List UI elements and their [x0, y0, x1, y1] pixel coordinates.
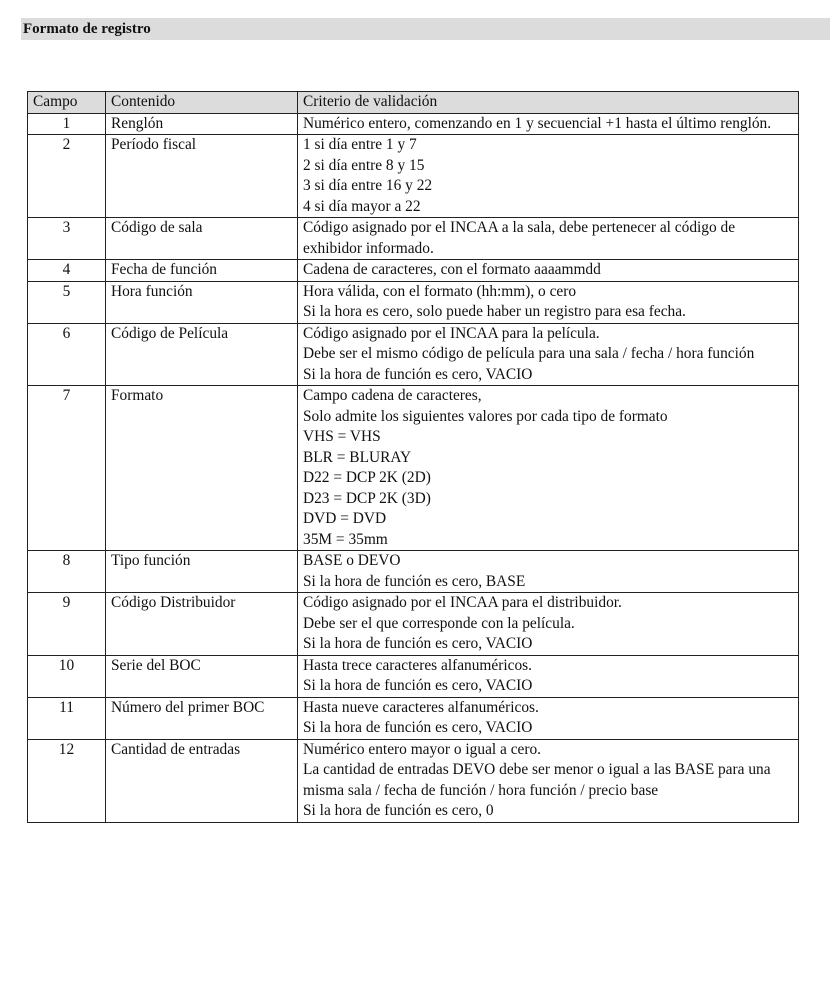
- cell-contenido: Renglón: [106, 113, 298, 135]
- table-row: [28, 113, 799, 135]
- cell-criterio: [298, 697, 799, 739]
- cell-campo: 5: [28, 281, 106, 323]
- cell-campo: 4: [28, 260, 106, 282]
- table-row: [28, 739, 799, 822]
- criterio-line: D22 = DCP 2K (2D): [303, 469, 431, 486]
- cell-contenido: Período fiscal: [106, 135, 298, 218]
- table-row: [28, 218, 799, 260]
- criterio-line: 35M = 35mm: [303, 530, 388, 548]
- cell-criterio: [298, 323, 799, 386]
- cell-campo: 1: [28, 113, 106, 135]
- table-header-row: [28, 92, 799, 114]
- header-campo: Campo: [28, 92, 106, 114]
- criterio-line: 4 si día mayor a 22: [303, 197, 421, 215]
- cell-contenido: Tipo función: [106, 551, 298, 593]
- criterio-line: Si la hora de función es cero, VACIO: [303, 635, 533, 652]
- cell-criterio: [298, 281, 799, 323]
- table-row: [28, 135, 799, 218]
- cell-criterio: [298, 655, 799, 697]
- cell-criterio: [298, 739, 799, 822]
- cell-criterio: [298, 113, 799, 135]
- criterio-line: DVD = DVD: [303, 510, 387, 527]
- cell-contenido: Código de Película: [106, 323, 298, 386]
- table-row: [28, 655, 799, 697]
- cell-contenido: Formato: [106, 386, 298, 551]
- cell-campo: 2: [28, 135, 106, 218]
- header-criterio: Criterio de validación: [298, 92, 799, 114]
- criterio-line: Código asignado por el INCAA para la película.: [303, 324, 600, 342]
- table-row: [28, 593, 799, 656]
- cell-campo: 12: [28, 739, 106, 822]
- criterio-line: Si la hora de función es cero, VACIO: [303, 677, 533, 694]
- criterio-line: Hora válida, con el formato (hh:mm), o cero: [303, 282, 577, 300]
- criterio-line: Debe ser el que corresponde con la película.: [303, 614, 575, 632]
- cell-contenido: Hora función: [106, 281, 298, 323]
- cell-contenido: Número del primer BOC: [106, 697, 298, 739]
- cell-criterio: [298, 218, 799, 260]
- criterio-line: La cantidad de entradas DEVO debe ser menor o igual a las BASE para una misma sala / fecha de función / hora función / precio base: [303, 761, 771, 799]
- header-contenido: Contenido: [106, 92, 298, 114]
- criterio-line: Si la hora de función es cero, BASE: [303, 572, 526, 590]
- criterio-line: Código asignado por el INCAA para el distribuidor.: [303, 594, 622, 611]
- table-body: [28, 113, 799, 822]
- cell-criterio: [298, 551, 799, 593]
- cell-campo: 8: [28, 551, 106, 593]
- criterio-line: Hasta trece caracteres alfanuméricos.: [303, 656, 533, 674]
- record-format-table: [27, 91, 799, 823]
- criterio-line: 3 si día entre 16 y 22: [303, 177, 433, 194]
- cell-campo: 3: [28, 218, 106, 260]
- cell-contenido: Serie del BOC: [106, 655, 298, 697]
- criterio-line: 2 si día entre 8 y 15: [303, 156, 425, 174]
- table-row: [28, 551, 799, 593]
- cell-criterio: [298, 135, 799, 218]
- table-row: [28, 697, 799, 739]
- criterio-line: Debe ser el mismo código de película para una sala / fecha / hora función: [303, 345, 755, 362]
- criterio-line: BLR = BLURAY: [303, 448, 412, 466]
- cell-contenido: Código Distribuidor: [106, 593, 298, 656]
- criterio-line: Código asignado por el INCAA a la sala, debe pertenecer al código de exhibidor informado.: [303, 219, 736, 257]
- cell-criterio: [298, 386, 799, 551]
- criterio-line: Cadena de caracteres, con el formato aaaammdd: [303, 261, 601, 278]
- cell-contenido: Cantidad de entradas: [106, 739, 298, 822]
- table-row: [28, 281, 799, 323]
- criterio-line: Si la hora es cero, solo puede haber un registro para esa fecha.: [303, 303, 686, 320]
- cell-campo: 7: [28, 386, 106, 551]
- criterio-line: Numérico entero, comenzando en 1 y secuencial +1 hasta el último renglón.: [303, 114, 772, 132]
- criterio-line: Solo admite los siguientes valores por cada tipo de formato: [303, 407, 668, 425]
- table-row: [28, 323, 799, 386]
- criterio-line: Hasta nueve caracteres alfanuméricos.: [303, 698, 539, 716]
- criterio-line: 1 si día entre 1 y 7: [303, 136, 417, 153]
- table-row: [28, 260, 799, 282]
- criterio-line: Campo cadena de caracteres,: [303, 387, 482, 404]
- criterio-line: Si la hora de función es cero, VACIO: [303, 719, 533, 736]
- cell-campo: 10: [28, 655, 106, 697]
- criterio-line: Numérico entero mayor o igual a cero.: [303, 740, 542, 758]
- cell-campo: 11: [28, 697, 106, 739]
- criterio-line: Si la hora de función es cero, 0: [303, 802, 494, 819]
- criterio-line: BASE o DEVO: [303, 552, 401, 569]
- section-title: Formato de registro: [21, 18, 830, 40]
- cell-contenido: Fecha de función: [106, 260, 298, 282]
- table-row: [28, 386, 799, 551]
- cell-contenido: Código de sala: [106, 218, 298, 260]
- criterio-line: VHS = VHS: [303, 428, 381, 445]
- criterio-line: D23 = DCP 2K (3D): [303, 489, 431, 507]
- cell-criterio: [298, 260, 799, 282]
- criterio-line: Si la hora de función es cero, VACIO: [303, 365, 533, 383]
- cell-criterio: [298, 593, 799, 656]
- cell-campo: 6: [28, 323, 106, 386]
- cell-campo: 9: [28, 593, 106, 656]
